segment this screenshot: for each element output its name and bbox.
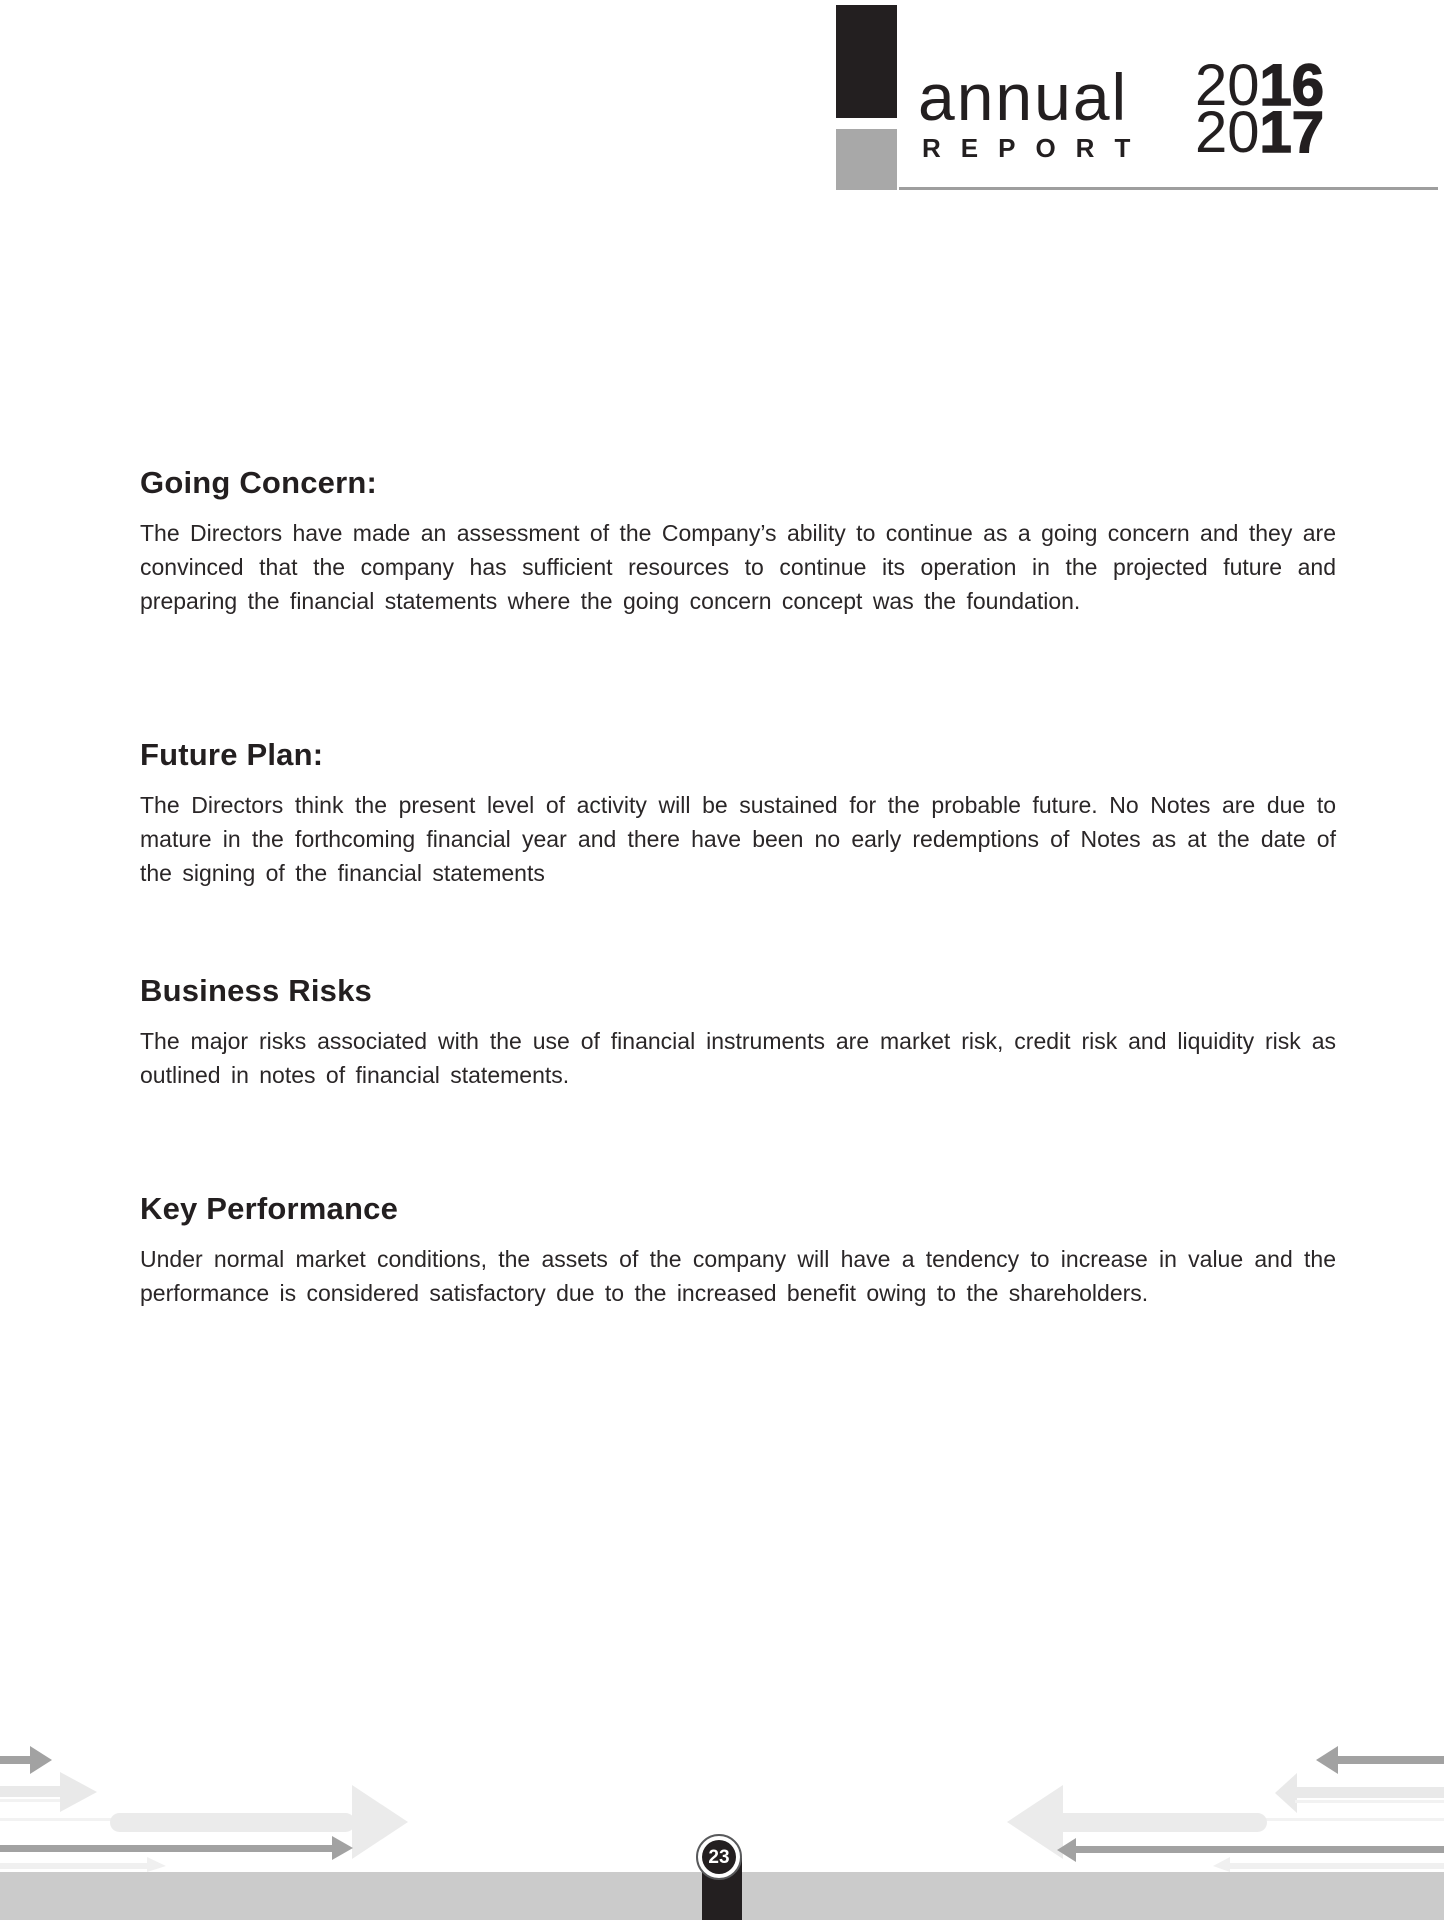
faint-arrow-icon xyxy=(0,1857,166,1872)
logo-gray-block xyxy=(836,129,897,190)
section-going-concern xyxy=(140,464,1336,618)
section-paragraph: The major risks associated with the use of financial instruments are market risk, credit risk and liquidity risk as outlined in notes of financial statements. xyxy=(140,1028,1336,1088)
header-rule xyxy=(899,187,1438,190)
small-arrow-icon xyxy=(1316,1746,1444,1774)
logo-black-block xyxy=(836,5,897,118)
page-number-circle xyxy=(702,1840,736,1874)
section-heading: Key Performance xyxy=(140,1191,399,1226)
logo-year-bottom: 2017 xyxy=(1195,100,1325,165)
thick-arrow-icon xyxy=(1275,1773,1444,1813)
page-number-badge xyxy=(696,1834,742,1880)
thin-arrow-icon xyxy=(0,1836,353,1860)
section-paragraph: The Directors have made an assessment of the Company’s ability to continue as a going concern and they are convinced that the company has sufficient resources to continue its operation in the projected future and preparing the financial statements where the going concern concept was the foundation. xyxy=(140,520,1336,614)
small-arrow-icon xyxy=(0,1746,52,1774)
left-arrows-decoration-icon xyxy=(1004,1740,1444,1872)
thin-arrow-icon xyxy=(1057,1838,1444,1862)
section-heading: Going Concern: xyxy=(140,465,378,500)
section-heading: Future Plan: xyxy=(140,737,324,772)
section-future-plan xyxy=(140,736,1336,890)
logo-report-wordmark: REPORT xyxy=(922,133,1151,163)
page-number: 23 xyxy=(708,1846,730,1868)
thick-arrow-icon xyxy=(0,1772,97,1812)
section-heading: Business Risks xyxy=(140,973,372,1008)
section-paragraph: Under normal market conditions, the assets of the company will have a tendency to increase in value and the performance is considered satisfactory due to the increased benefit owing to the shareholders. xyxy=(140,1246,1336,1306)
logo-year-top: 2016 xyxy=(1195,53,1325,118)
section-key-performance xyxy=(140,1190,1336,1310)
section-business-risks xyxy=(140,972,1336,1092)
logo-years xyxy=(1195,53,1325,165)
section-paragraph: The Directors think the present level of activity will be sustained for the probable future. No Notes are due to mature in the forthcoming financial year and there have been no early redemptions of Notes as at the date of the signing of the financial statements xyxy=(140,792,1336,886)
faint-arrow-icon xyxy=(1213,1857,1444,1872)
logo-annual-wordmark: annual xyxy=(918,60,1129,134)
right-arrows-decoration-icon xyxy=(0,1740,420,1872)
